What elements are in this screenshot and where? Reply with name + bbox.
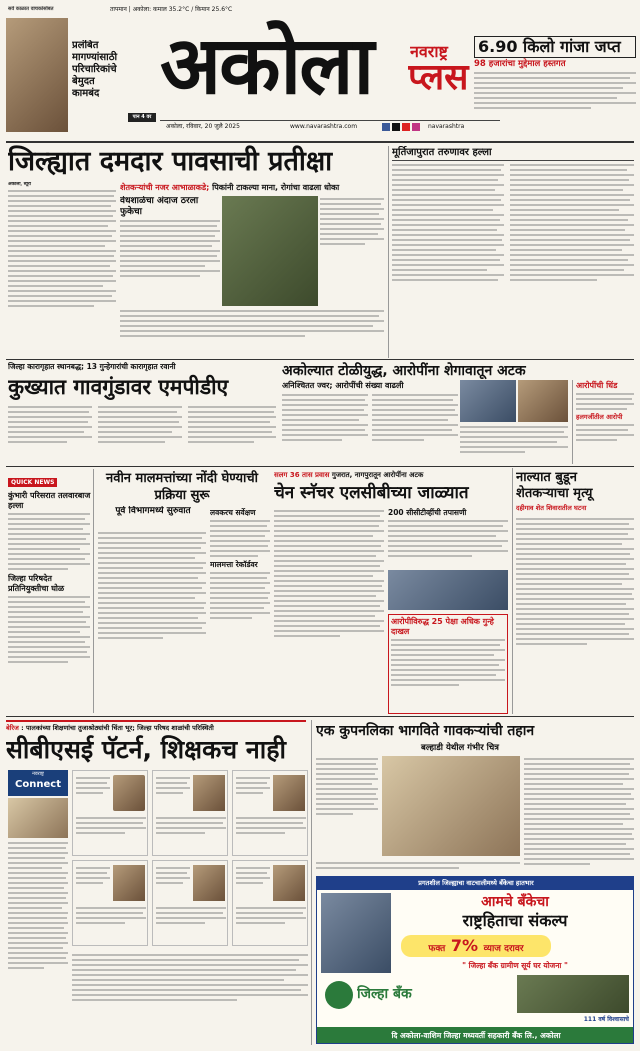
bank-logo-icon (325, 981, 353, 1009)
quick-news (8, 469, 94, 713)
masthead-crowd-photo (6, 18, 68, 132)
murtizapur-story (392, 146, 634, 358)
weather-label: तापमान (110, 6, 127, 13)
social-icons (382, 123, 420, 132)
bank-ad-tagline-2: राष्ट्रहिताचा संकल्प (462, 911, 568, 930)
person-photo (193, 775, 225, 811)
social-handle: navarashtra (428, 123, 465, 130)
gang-body-right (460, 424, 568, 464)
weather-max: अकोला: कमाल 35.2°C (132, 6, 190, 13)
gang-sidebar (572, 380, 634, 464)
lead-subhead-red: शेतकऱ्यांची नजर आभाळाकडे; (120, 183, 210, 192)
quote-card (232, 770, 308, 856)
bank-ad-rate-suffix: व्याज दरावर (483, 944, 524, 954)
bank-ad-rate: 7% (450, 936, 479, 955)
gang-sidebar-head: आरोपींची धिंड (576, 381, 618, 390)
chain-kicker: सलग 36 तास प्रवास (274, 471, 330, 479)
person-photo (273, 865, 305, 901)
top-right-body (474, 72, 636, 109)
strip-label: बेरिज (6, 724, 19, 732)
prison-body (8, 404, 276, 464)
chain-kicker-bar (274, 470, 508, 481)
cbse-badge-top: नवराष्ट्र (32, 771, 44, 777)
registry-side-head: लवकरच सर्वेक्षण (210, 508, 256, 517)
facebook-icon[interactable] (382, 123, 390, 131)
x-icon[interactable] (392, 123, 400, 131)
prison-kicker: जिल्हा कारागृहात स्थानबद्ध; 13 गुन्हेगारांची कारागृहात रवानी (8, 362, 176, 371)
lead-body-lower (120, 308, 384, 358)
person-photo (113, 865, 145, 901)
strip-bar: बेरिज : पालकांच्या शिक्षणांचा तुजाश्रोठ्यांची चिंता भूर; जिल्हा परिषद शाळांची परिस्थिती (6, 720, 306, 732)
prison-headline: कुख्यात गावगुंडावर एमपीडीए (8, 375, 229, 399)
registry-side-head-2: मालमत्ता रेकॉर्डवर (210, 560, 258, 569)
company-headline: एक कुपनलिका भागविते गावकऱ्यांची तहान (316, 723, 535, 739)
youtube-icon[interactable] (402, 123, 410, 131)
person-photo (113, 775, 145, 811)
company-body-1 (316, 756, 378, 856)
chain-kicker-rest: गुजरात, नागपुरातून आरोपींना अटक (331, 471, 424, 479)
lead-caption-col (320, 196, 384, 306)
bank-ad-banner: प्रगतशील जिल्ह्याचा वाटचालीमध्ये बँकेचा हातभार (317, 877, 634, 890)
chain-body-left (274, 508, 384, 714)
weather-block: तापमान | अकोला: कमाल 35.2°C / किमान 25.6°C (110, 6, 233, 13)
cbse-badge (8, 770, 68, 796)
lead-sidebar (120, 196, 220, 306)
drowning-headline: नाल्यात बुडून शेतकऱ्याचा मृत्यू (516, 470, 593, 501)
chain-headline: चेन स्नॅचर एलसीबीच्या जाळ्यात (274, 483, 469, 503)
masthead (0, 0, 640, 140)
dateline: अकोला, रविवार, 20 जुलै 2025 (166, 123, 240, 130)
bank-ad-name: दि अकोला-वाशिम जिल्हा मध्यवर्ती सहकारी बँक लि., अकोला (317, 1027, 634, 1044)
bank-ad-rate-prefix: फक्त (428, 944, 446, 954)
vertical-divider-1 (388, 146, 389, 358)
registry-sidebar (210, 508, 270, 714)
promo-page-ref: पान 4 वर (128, 113, 156, 122)
cbse-quotes (72, 770, 308, 1040)
bank-ad-panel-photo (517, 975, 629, 1013)
person-photo (273, 775, 305, 811)
lead-field-photo (222, 196, 318, 306)
quick-news-label: QUICK NEWS (8, 478, 57, 487)
chain-box-head: आरोपीविरुद्ध 25 पेक्षा अधिक गुन्हे दाखल (391, 617, 494, 636)
dateline-bar (160, 120, 500, 132)
gang-headline: अकोल्यात टोळीयुद्ध, आरोपींना शेगावातून अटक (282, 363, 526, 379)
weather-min: किमान 25.6°C (195, 6, 233, 13)
section-divider-2 (6, 466, 634, 467)
lead-body-col1 (8, 182, 116, 358)
quote-card (232, 860, 308, 946)
masthead-title: अकोला (160, 20, 373, 110)
strip-text: पालकांच्या शिक्षणांचा तुजाश्रोठ्यांची चिंता भूर; जिल्हा परिषद शाळांची परिस्थिती (26, 724, 214, 732)
promo-box (72, 40, 154, 120)
top-right-subhead: 98 हजारांचा मुद्देमाल हस्तगत (474, 59, 566, 69)
lead-byline: अकोला, ब्यूरो (8, 182, 32, 187)
gang-subhead: अनिश्चितत ज्वर; आरोपींची संख्या वाढली (282, 381, 404, 390)
top-right-headline: 6.90 किलो गांजा जप्त (474, 36, 636, 58)
bank-ad-name-short: जिल्हा बँक (357, 986, 412, 1002)
promo-line-4: बेमुदत (72, 76, 95, 87)
top-right-story (474, 36, 636, 140)
instagram-icon[interactable] (412, 123, 420, 131)
bank-ad-rate-box (401, 935, 551, 957)
promo-line-5: कामबंद (72, 88, 100, 99)
website-link[interactable]: www.navarashtra.com (290, 123, 358, 130)
bank-ad[interactable] (316, 876, 634, 1044)
gang-body (282, 392, 458, 464)
lead-headline: जिल्ह्यात दमदार पावसाची प्रतीक्षा (8, 146, 333, 177)
drowning-subhead: दहीगाव शेत शिवारातील घटना (516, 504, 587, 512)
quote-card (72, 770, 148, 856)
cbse-badge-label: Connect (15, 779, 61, 790)
drowning-body (516, 516, 634, 714)
person-photo (193, 865, 225, 901)
registry-body-left (98, 530, 206, 714)
registry-headline: नवीन मालमत्तांच्या नोंदी घेण्याची प्रक्रिया सुरू (106, 471, 258, 503)
vertical-divider-3 (311, 720, 312, 1045)
lead-sidebar-head: वेधशाळेचा अंदाज ठरला फुकेचा (120, 196, 199, 217)
section-divider-3 (6, 716, 634, 717)
company-body-3 (316, 860, 520, 874)
promo-line-3: परिचारिकांचे (72, 64, 117, 75)
murtizapur-headline: मूर्तिजापुरात तरुणावर हल्ला (392, 146, 634, 161)
gang-photo-right (518, 380, 568, 422)
quick-news-item-1-title: कुंभारी परिसरात तलवारबाज हल्ला (8, 491, 91, 510)
cbse-headline: सीबीएसई पॅटर्न, शिक्षकच नाही (6, 735, 286, 764)
cbse-body-left (8, 840, 68, 1040)
promo-line-2: मागण्यांसाठी (72, 52, 118, 63)
company-photo (382, 756, 520, 856)
section-divider-1 (6, 359, 634, 360)
vertical-divider-2 (512, 468, 513, 714)
bank-ad-anniv: 111 वर्ष विश्वासाचे (583, 1016, 629, 1023)
registry-subhead: पूर्व विभागमध्ये सुरुवात (115, 506, 191, 516)
quick-news-item-2-title: जिल्हा परिषदेत प्रतिनियुक्तीचा घोळ (8, 574, 65, 593)
masthead-divider (6, 141, 634, 143)
quote-card (152, 860, 228, 946)
promo-line-1: प्रलंबित (72, 40, 99, 51)
company-subhead: बल्हाडी येथील गंभीर चित्र (421, 743, 499, 753)
quote-card (72, 860, 148, 946)
gang-photo-left (460, 380, 516, 422)
chain-photo (388, 570, 508, 610)
lead-subhead-black: पिकांनी टाकल्या माना, रोगांचा वाढला धोका (212, 183, 340, 192)
masthead-title-plus: प्लस (408, 57, 469, 98)
masthead-top-left: सर्व काळात वाचकांसोबत (8, 6, 54, 12)
cbse-classroom-photo (8, 798, 68, 838)
masthead-title-navarashtra: नवराष्ट्र (410, 42, 448, 61)
bank-ad-tagline: आमचे बँकेचा (481, 894, 549, 910)
bank-ad-scheme: " जिल्हा बँक ग्रामीण सूर्य घर योजना " (462, 961, 568, 970)
quote-card (152, 770, 228, 856)
bank-ad-solar-photo (321, 893, 391, 973)
chain-side-head: 200 सीसीटीव्हींची तपासणी (388, 508, 467, 517)
cbse-body-bottom (72, 952, 308, 1040)
chain-box (388, 614, 508, 714)
gang-sidebar-sub: हलगर्जीतील आरोपी (576, 413, 623, 421)
lead-subhead (120, 182, 400, 194)
